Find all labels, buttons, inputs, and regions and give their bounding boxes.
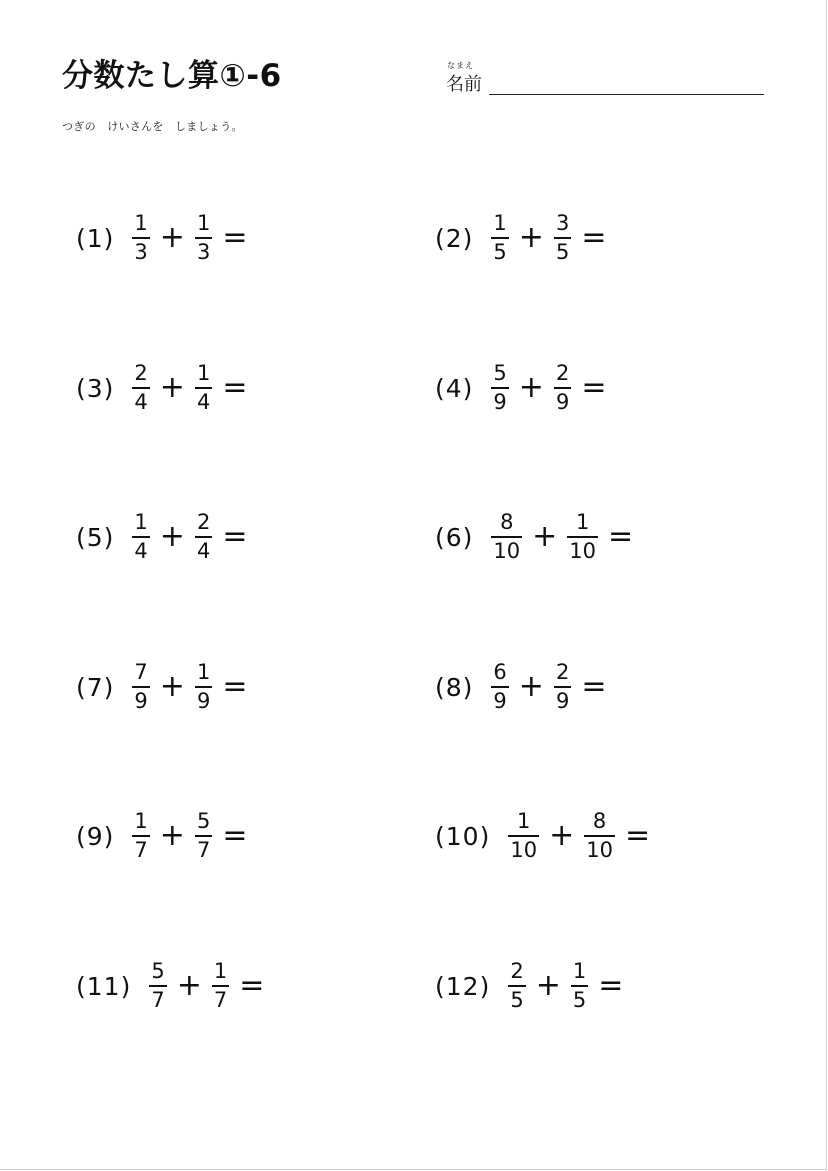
numerator: 5 <box>151 959 165 983</box>
equals-sign: = <box>598 968 624 1003</box>
denominator: 5 <box>555 240 570 264</box>
problem <box>435 806 650 866</box>
problem <box>76 208 247 268</box>
fraction <box>489 512 524 562</box>
denominator: 10 <box>493 539 521 563</box>
denominator: 9 <box>493 390 507 414</box>
problem-number: (10) <box>435 821 491 851</box>
denominator: 4 <box>134 390 148 414</box>
problem <box>435 657 606 717</box>
fraction <box>130 662 151 712</box>
numerator: 1 <box>196 211 211 235</box>
equals-sign: = <box>581 220 607 255</box>
numerator: 2 <box>510 959 524 983</box>
plus-sign: + <box>159 818 185 853</box>
equals-sign: = <box>222 519 248 554</box>
plus-sign: + <box>518 669 544 704</box>
fraction <box>193 662 214 712</box>
denominator: 4 <box>196 390 211 414</box>
equals-sign: = <box>222 220 248 255</box>
denominator: 7 <box>134 838 148 862</box>
numerator: 5 <box>196 809 211 833</box>
numerator: 2 <box>555 660 570 684</box>
numerator: 3 <box>555 211 570 235</box>
numerator: 1 <box>493 211 507 235</box>
fraction <box>489 662 510 712</box>
problem-number: (2) <box>435 223 474 253</box>
problem-number: (11) <box>76 971 132 1001</box>
denominator: 10 <box>569 539 597 563</box>
problem <box>435 208 606 268</box>
numerator: 1 <box>575 510 590 534</box>
denominator: 9 <box>555 390 570 414</box>
fraction <box>506 811 541 861</box>
fraction <box>130 811 151 861</box>
plus-sign: + <box>535 968 561 1003</box>
plus-sign: + <box>176 968 202 1003</box>
numerator: 1 <box>572 959 587 983</box>
fraction <box>130 363 151 413</box>
page-title: 分数たし算①-6 <box>62 58 282 94</box>
equals-sign: = <box>581 370 607 405</box>
name-write-line <box>489 94 764 95</box>
denominator: 7 <box>151 988 165 1012</box>
fraction <box>193 512 214 562</box>
numerator: 1 <box>213 959 228 983</box>
denominator: 5 <box>493 240 507 264</box>
equals-sign: = <box>222 818 248 853</box>
denominator: 5 <box>510 988 524 1012</box>
denominator: 7 <box>196 838 211 862</box>
denominator: 7 <box>213 988 228 1012</box>
denominator: 10 <box>510 838 538 862</box>
equals-sign: = <box>624 818 651 853</box>
fraction <box>130 512 151 562</box>
plus-sign: + <box>518 220 544 255</box>
fraction <box>506 961 527 1011</box>
problem <box>76 358 247 418</box>
problem-number: (6) <box>435 522 474 552</box>
plus-sign: + <box>549 818 575 853</box>
problem <box>76 806 247 866</box>
fraction <box>130 213 151 263</box>
numerator: 1 <box>517 809 531 833</box>
equals-sign: = <box>222 370 248 405</box>
problem-number: (12) <box>435 971 491 1001</box>
fraction <box>582 811 617 861</box>
fraction <box>552 213 573 263</box>
numerator: 2 <box>196 510 211 534</box>
equals-sign: = <box>222 669 248 704</box>
problem-number: (1) <box>76 223 115 253</box>
plus-sign: + <box>159 519 185 554</box>
plus-sign: + <box>518 370 544 405</box>
plus-sign: + <box>159 370 185 405</box>
plus-sign: + <box>159 669 185 704</box>
numerator: 1 <box>196 660 211 684</box>
numerator: 6 <box>493 660 507 684</box>
denominator: 9 <box>196 689 211 713</box>
denominator: 10 <box>586 838 613 862</box>
numerator: 1 <box>196 361 211 385</box>
fraction <box>147 961 168 1011</box>
problem <box>435 507 633 567</box>
numerator: 8 <box>592 809 607 833</box>
numerator: 1 <box>134 809 148 833</box>
problem-number: (3) <box>76 373 115 403</box>
name-label: 名前 <box>446 74 482 95</box>
equals-sign: = <box>239 968 265 1003</box>
problem <box>76 507 247 567</box>
problem-number: (7) <box>76 672 115 702</box>
problem-number: (8) <box>435 672 474 702</box>
numerator: 8 <box>500 510 514 534</box>
name-field <box>444 60 766 100</box>
numerator: 1 <box>134 211 148 235</box>
fraction <box>193 213 214 263</box>
denominator: 9 <box>134 689 148 713</box>
plus-sign: + <box>159 220 185 255</box>
instructions: つぎの けいさんを しましょう。 <box>62 120 243 133</box>
denominator: 3 <box>134 240 148 264</box>
denominator: 9 <box>493 689 507 713</box>
numerator: 5 <box>493 361 507 385</box>
problem <box>76 657 247 717</box>
denominator: 3 <box>196 240 211 264</box>
equals-sign: = <box>608 519 634 554</box>
numerator: 1 <box>134 510 148 534</box>
numerator: 2 <box>555 361 570 385</box>
problem-number: (5) <box>76 522 115 552</box>
problem-number: (4) <box>435 373 474 403</box>
plus-sign: + <box>532 519 558 554</box>
denominator: 9 <box>555 689 570 713</box>
fraction <box>552 662 573 712</box>
numerator: 2 <box>134 361 148 385</box>
equals-sign: = <box>581 669 607 704</box>
denominator: 5 <box>572 988 587 1012</box>
fraction <box>489 213 510 263</box>
denominator: 4 <box>196 539 211 563</box>
problem <box>435 956 623 1016</box>
numerator: 7 <box>134 660 148 684</box>
problem-number: (9) <box>76 821 115 851</box>
fraction <box>193 363 214 413</box>
name-ruby: なまえ <box>447 61 474 70</box>
fraction <box>565 512 600 562</box>
fraction <box>569 961 590 1011</box>
fraction <box>489 363 510 413</box>
fraction <box>210 961 231 1011</box>
fraction <box>193 811 214 861</box>
fraction <box>552 363 573 413</box>
denominator: 4 <box>134 539 148 563</box>
problem <box>435 358 606 418</box>
problem <box>76 956 264 1016</box>
